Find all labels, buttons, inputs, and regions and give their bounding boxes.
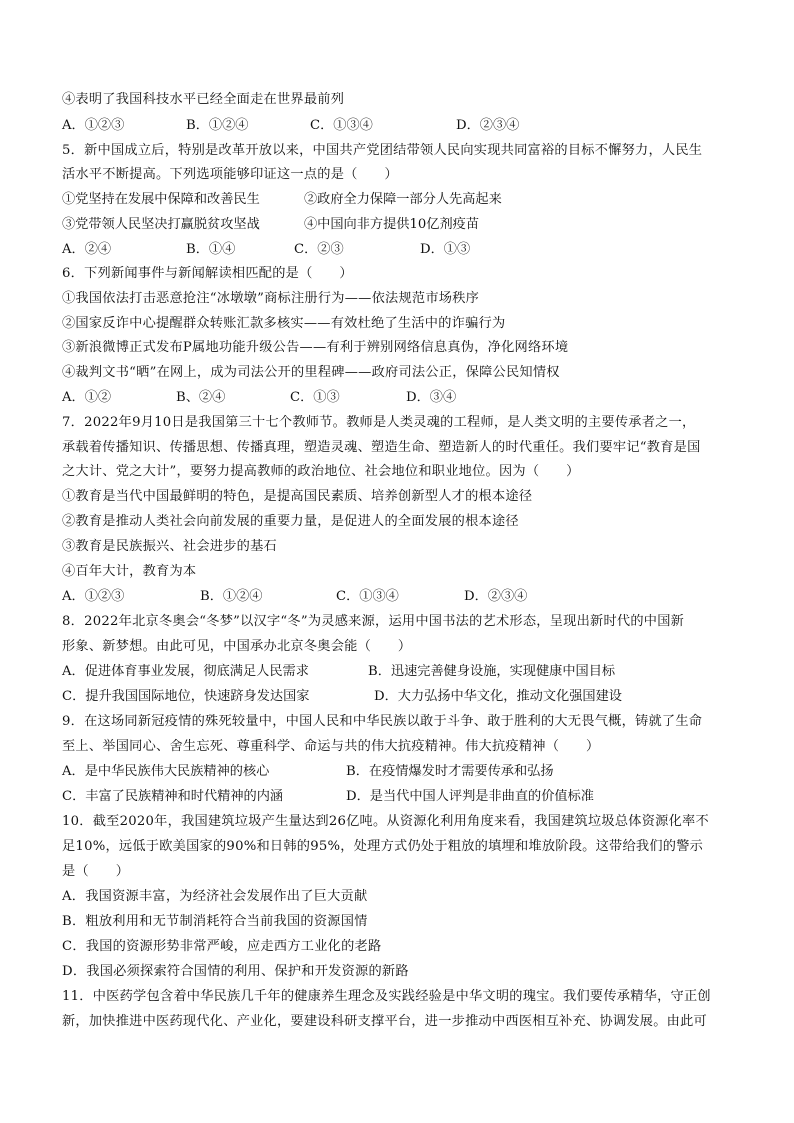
q5-statement-1: ①党坚持在发展中保障和改善民生 — [62, 192, 260, 207]
q4-options — [62, 118, 742, 134]
q4-option-b: B．①②④ — [186, 118, 249, 133]
q6-option-c: C．①③ — [290, 390, 340, 405]
q6-statement-4: ④裁判文书“晒”在网上，成为司法公开的里程碑——政府司法公正，保障公民知情权 — [62, 365, 560, 380]
q5-option-d: D．①③ — [420, 242, 471, 257]
q10-stem-line-1: 10．截至2020年，我国建筑垃圾产生量达到26亿吨。从资源化利用角度来看，我国建筑垃圾总体资源化率不 — [62, 814, 709, 829]
q5-statement-2: ②政府全力保障一部分人先高起来 — [304, 192, 502, 207]
q7-stem-line-1: 7．2022年9月10日是我国第三十七个教师节。教师是人类灵魂的工程师，是人类文明的主要传承者之一， — [62, 415, 696, 430]
q7-statement-3: ③教育是民族振兴、社会进步的基石 — [62, 539, 277, 554]
q7-option-b: B．①②④ — [200, 589, 263, 604]
q9-option-b: B．在疫情爆发时才需要传承和弘扬 — [346, 764, 554, 779]
q4-option-c: C．①③④ — [310, 118, 373, 133]
q6-statement-2: ②国家反诈中心提醒群众转账汇款多核实——有效杜绝了生活中的诈骗行为 — [62, 316, 506, 331]
q10-option-d: D．我国必须探索符合国情的利用、保护和开发资源的新路 — [62, 964, 409, 979]
q4-option-d: D．②③④ — [456, 118, 520, 133]
q11-stem-line-1: 11．中医药学包含着中华民族几千年的健康养生理念及实践经验是中华文明的瑰宝。我们要传承精华，守正创 — [62, 989, 711, 1004]
q10-option-c: C．我国的资源形势非常严峻，应走西方工业化的老路 — [62, 939, 382, 954]
q10-option-a: A．我国资源丰富，为经济社会发展作出了巨大贡献 — [62, 889, 368, 904]
q10-stem-line-2: 足10%，远低于欧美国家的90%和日韩的95%，处理方式仍处于粗放的填埋和堆放阶段。这带给我们的警示 — [62, 839, 704, 854]
q6-option-b: B、②④ — [176, 390, 226, 405]
q7-stem-line-3: 之大计、党之大计”，要努力提高教师的政治地位、社会地位和职业地位。因为（ ） — [62, 464, 580, 479]
q5-stem-line-1: 5．新中国成立后，特别是改革开放以来，中国共产党团结带领人民向实现共同富裕的目标不懈努力，人民生 — [62, 143, 703, 158]
q5-option-b: B．①④ — [186, 242, 236, 257]
q10-option-b: B．粗放利用和无节制消耗符合当前我国的资源国情 — [62, 914, 368, 929]
q5-option-c: C．②③ — [294, 242, 344, 257]
q7-stem-line-2: 承载着传播知识、传播思想、传播真理，塑造灵魂、塑造生命、塑造新人的时代重任。我们要牢记“教育是国 — [62, 440, 701, 455]
q5-statement-3: ③党带领人民坚决打赢脱贫攻坚战 — [62, 217, 260, 232]
q7-option-c: C．①③④ — [336, 589, 399, 604]
q6-statement-3: ③新浪微博正式发布P属地功能升级公告——有利于辨别网络信息真伪，净化网络环境 — [62, 340, 569, 355]
q6-stem: 6．下列新闻事件与新闻解读相匹配的是（ ） — [62, 266, 353, 281]
q8-option-c: C．提升我国国际地位，快速跻身发达国家 — [62, 689, 310, 704]
q6-option-d: D．③④ — [406, 390, 457, 405]
q10-stem-line-3: 是（ ） — [62, 864, 130, 879]
q9-options-row-2 — [62, 789, 742, 805]
q9-option-a: A．是中华民族伟大民族精神的核心 — [62, 764, 270, 779]
q4-statement-4: ④表明了我国科技水平已经全面走在世界最前列 — [62, 92, 345, 107]
q5-statements-row-1 — [62, 192, 742, 208]
q7-statement-4: ④百年大计，教育为本 — [62, 564, 197, 579]
q8-option-a: A．促进体育事业发展，彻底满足人民需求 — [62, 664, 309, 679]
q9-option-d: D．是当代中国人评判是非曲直的价值标准 — [346, 789, 594, 804]
q6-option-a: A．①② — [62, 390, 112, 405]
q5-stem-line-2: 活水平不断提高。下列选项能够印证这一点的是（ ） — [62, 167, 398, 182]
q8-stem-line-2: 形象、新梦想。由此可见，中国承办北京冬奥会能（ ） — [62, 639, 412, 654]
q6-statement-1: ①我国依法打击恶意抢注“冰墩墩”商标注册行为——依法规范市场秩序 — [62, 291, 480, 306]
q4-option-a: A．①②③ — [62, 118, 125, 133]
q5-statement-4: ④中国向非方提供10亿剂疫苗 — [304, 217, 480, 232]
q8-options-row-2 — [62, 689, 742, 705]
q7-options — [62, 589, 742, 605]
q8-option-b: B．迅速完善健身设施，实现健康中国目标 — [368, 664, 616, 679]
q7-statement-2: ②教育是推动人类社会向前发展的重要力量，是促进人的全面发展的根本途径 — [62, 514, 519, 529]
q9-stem-line-1: 9．在这场同新冠疫情的殊死较量中，中国人民和中华民族以敢于斗争、敢于胜利的大无畏气概，铸就了生命 — [62, 714, 703, 729]
q8-options-row-1 — [62, 664, 742, 680]
q8-stem-line-1: 8．2022年北京冬奥会“冬梦”以汉字“冬”为灵感来源，运用中国书法的艺术形态，呈现出新时代的中国新 — [62, 614, 685, 629]
q7-statement-1: ①教育是当代中国最鲜明的特色，是提高国民素质、培养创新型人才的根本途径 — [62, 489, 533, 504]
q9-stem-line-2: 至上、举国同心、舍生忘死、尊重科学、命运与共的伟大抗疫精神。伟大抗疫精神（ ） — [62, 739, 600, 754]
q5-option-a: A．②④ — [62, 242, 112, 257]
q9-option-c: C．丰富了民族精神和时代精神的内涵 — [62, 789, 284, 804]
q6-options — [62, 390, 742, 406]
q7-option-d: D．②③④ — [464, 589, 528, 604]
q5-options — [62, 242, 742, 258]
q7-option-a: A．①②③ — [62, 589, 125, 604]
q5-statements-row-2 — [62, 217, 742, 233]
q11-stem-line-2: 新，加快推进中医药现代化、产业化，要建设科研支撑平台，进一步推动中西医相互补充、协调发展。由此可 — [62, 1014, 707, 1029]
q9-options-row-1 — [62, 764, 742, 780]
q8-option-d: D．大力弘扬中华文化，推动文化强国建设 — [374, 689, 622, 704]
